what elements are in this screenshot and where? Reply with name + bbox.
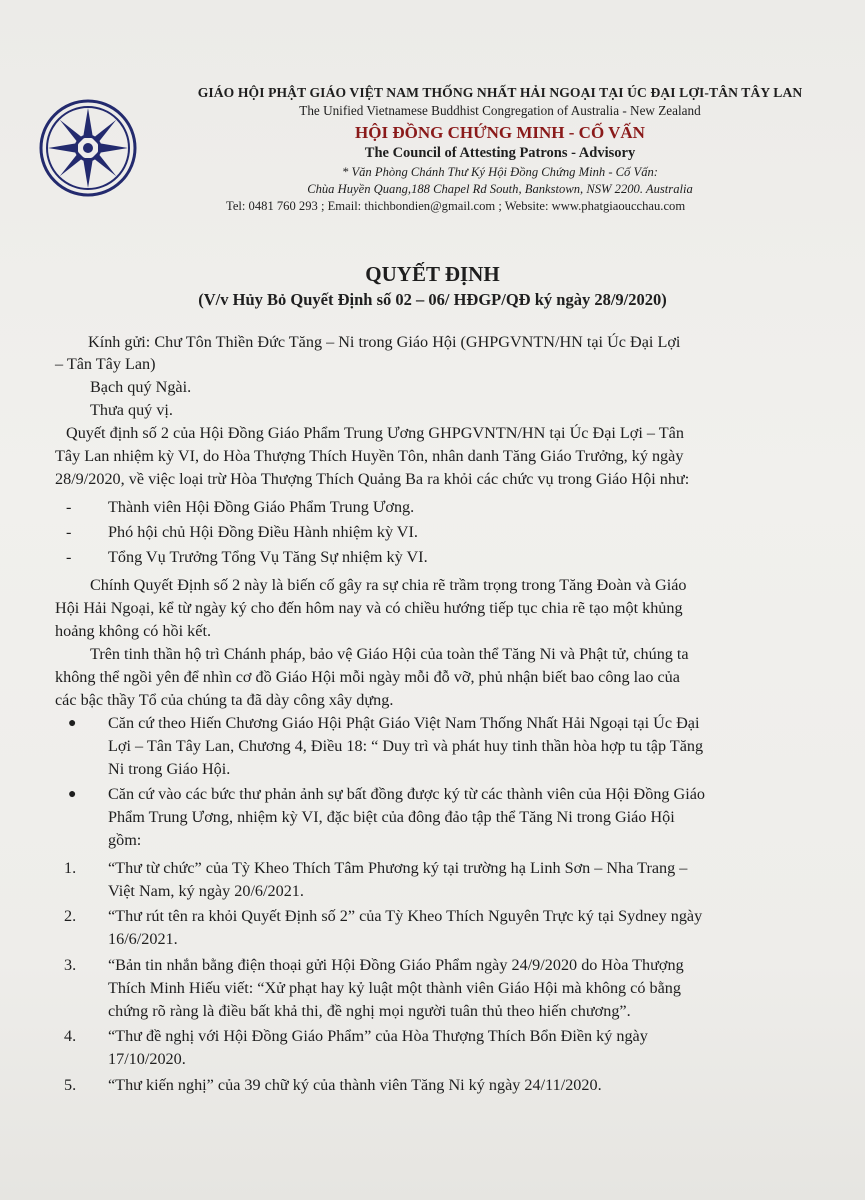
council-name-vi: HỘI ĐỒNG CHỨNG MINH - CỐ VẤN [355,123,645,142]
dharma-wheel-logo-icon [38,98,138,198]
list-number: 1. [64,859,77,877]
bullet-line: Ni trong Giáo Hội. [108,760,231,778]
document-title: QUYẾT ĐỊNH [365,262,500,286]
letterhead [150,84,850,215]
bullet-line: Căn cứ theo Hiến Chương Giáo Hội Phật Giáo Việt Nam Thống Nhất Hải Ngoại tại Úc Đại [108,714,700,732]
salutation: Thưa quý vị. [90,401,173,419]
dash-marker: - [66,498,72,516]
council-name-en: The Council of Attesting Patrons - Advisory [364,145,636,161]
numbered-line: “Thư rút tên ra khỏi Quyết Định số 2” của Tỳ Kheo Thích Nguyên Trực ký tại Sydney ngày [108,907,703,925]
numbered-line: chứng rõ ràng là điều bất khả thi, đề nghị mọi người tuân thủ theo hiến chương”. [108,1002,631,1020]
greeting-line: Kính gửi: Chư Tôn Thiền Đức Tăng – Ni trong Giáo Hội (GHPGVNTN/HN tại Úc Đại Lợi [88,333,681,351]
numbered-line: “Thư từ chức” của Tỳ Kheo Thích Tâm Phương ký tại trường hạ Linh Sơn – Nha Trang – [108,859,688,877]
numbered-line: 17/10/2020. [108,1050,186,1068]
list-number: 4. [64,1027,77,1045]
list-number: 2. [64,907,77,925]
bullet-line: gồm: [108,831,142,849]
paragraph-line: các bậc thầy Tổ của chúng ta đã dày công xây dựng. [55,691,394,709]
bullet-marker: ● [68,787,77,802]
bullet-marker: ● [68,716,77,731]
dash-item: Tổng Vụ Trưởng Tổng Vụ Tăng Sự nhiệm kỳ VI. [108,548,428,566]
numbered-line: “Bản tin nhắn bằng điện thoại gửi Hội Đồng Giáo Phẩm ngày 24/9/2020 do Hòa Thượng [108,956,684,974]
bullet-line: Phẩm Trung Ương, nhiệm kỳ VI, đặc biệt của đông đảo tập thể Tăng Ni trong Giáo Hội [108,808,675,826]
org-name-en: The Unified Vietnamese Buddhist Congregation of Australia - New Zealand [299,103,701,118]
office-label: * Văn Phòng Chánh Thư Ký Hội Đồng Chứng Minh - Cố Vấn: [342,165,658,179]
list-number: 3. [64,956,77,974]
paragraph-line: 28/9/2020, về việc loại trừ Hòa Thượng Thích Quảng Ba ra khỏi các chức vụ trong Giáo Hội như: [55,470,690,488]
numbered-line: Thích Minh Hiếu viết: “Xử phạt hay kỷ luật một thành viên Giáo Hội mà không có bằng [108,979,681,997]
numbered-line: Việt Nam, ký ngày 20/6/2021. [108,882,304,900]
list-number: 5. [64,1076,77,1094]
paragraph-line: Tây Lan nhiệm kỳ VI, do Hòa Thượng Thích Huyền Tôn, nhân danh Tăng Giáo Trưởng, ký ngày [55,447,684,465]
paragraph-line: không thể ngồi yên để nhìn cơ đồ Giáo Hội mỗi ngày mỗi đỗ vỡ, phủ nhận biết bao công lao của [55,668,680,686]
numbered-line: “Thư kiến nghị” của 39 chữ ký của thành viên Tăng Ni ký ngày 24/11/2020. [108,1076,602,1094]
paragraph-line: Trên tinh thần hộ trì Chánh pháp, bảo vệ Giáo Hội của toàn thể Tăng Ni và Phật tử, chúng ta [90,645,689,663]
paragraph-line: Quyết định số 2 của Hội Đồng Giáo Phẩm Trung Ương GHPGVNTN/HN tại Úc Đại Lợi – Tân [66,424,684,442]
numbered-line: 16/6/2021. [108,930,178,948]
dash-marker: - [66,548,72,566]
salutation: Bạch quý Ngài. [90,378,192,396]
dash-item: Thành viên Hội Đồng Giáo Phẩm Trung Ương. [108,498,415,516]
bullet-line: Lợi – Tân Tây Lan, Chương 4, Điều 18: “ Duy trì và phát huy tinh thần hòa hợp tu tập Tăng [108,737,704,755]
document-subtitle: (V/v Hủy Bỏ Quyết Định số 02 – 06/ HĐGP/QĐ ký ngày 28/9/2020) [198,290,667,309]
paragraph-line: hoảng không có hồi kết. [55,622,212,640]
contact-info: Tel: 0481 760 293 ; Email: thichbondien@gmail.com ; Website: www.phatgiaoucchau.com [226,199,686,213]
bullet-line: Căn cứ vào các bức thư phản ảnh sự bất đồng được ký từ các thành viên của Hội Đồng Giáo [108,785,706,803]
org-name-vi: GIÁO HỘI PHẬT GIÁO VIỆT NAM THỐNG NHẤT HẢI NGOẠI TẠI ÚC ĐẠI LỢI-TÂN TÂY LAN [197,85,803,100]
paragraph-line: Hội Hải Ngoại, kể từ ngày ký cho đến hôm nay và có chiều hướng tiếp tục chia rẽ tạo một khủng [55,599,683,617]
dash-marker: - [66,523,72,541]
office-address: Chùa Huyền Quang,188 Chapel Rd South, Bankstown, NSW 2200. Australia [307,182,693,196]
paragraph-line: Chính Quyết Định số 2 này là biến cố gây ra sự chia rẽ trầm trọng trong Tăng Đoàn và Giáo [90,576,687,594]
greeting-line: – Tân Tây Lan) [55,355,156,373]
dash-item: Phó hội chủ Hội Đồng Điều Hành nhiệm kỳ VI. [108,523,418,541]
numbered-line: “Thư đề nghị với Hội Đồng Giáo Phẩm” của Hòa Thượng Thích Bổn Điền ký ngày [108,1027,648,1045]
